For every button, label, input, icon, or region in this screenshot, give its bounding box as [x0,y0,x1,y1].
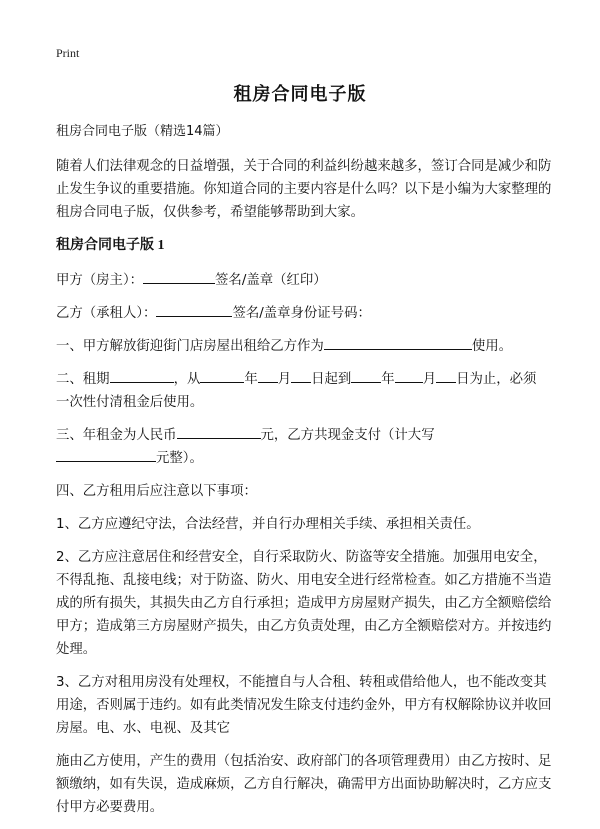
clause-1 [56,335,556,358]
start-day-blank [291,368,311,383]
party-a-blank [143,269,215,284]
party-a-sign: 签名/盖章（红印） [215,273,327,288]
party-a-line [56,269,556,292]
clause-2-to: 日起到 [311,372,352,387]
clause-3 [56,424,556,470]
document-body [56,120,556,829]
section-heading: 租房合同电子版 1 [56,238,165,253]
rent-amount-blank [177,424,261,439]
clause-2-term: 二、租期 [56,372,110,387]
notice-item-1: 1、乙方应遵纪守法，合法经营，并自行办理相关手续、承担相关责任。 [56,517,480,532]
start-month-blank [258,368,278,383]
start-year-blank [200,368,244,383]
party-b-line [56,302,556,325]
party-b-label: 乙方（承租人）： [56,306,157,321]
notice-item-3: 3、乙方对租用房没有处理权，不能擅自与人合租、转租或借给他人，也不能改变其用途，否则属于违约。如有此类情况发生除支付违约金外，甲方有权解除协议并收回房屋。电、水、电视、及其它 [56,675,552,736]
end-month-blank [395,368,423,383]
year-label: 年 [244,372,258,387]
end-day-blank [436,368,456,383]
end-year-blank [351,368,381,383]
clause-3-end: 元整）。 [156,451,203,466]
notice-item-4: 施由乙方使用，产生的费用（包括治安、政府部门的各项管理费用）由乙方按时、足额缴纳，如有失误，造成麻烦，乙方自行解决，确需甲方出面协助解决时，乙方应支付甲方必要费用。 [56,754,552,815]
party-b-sign: 签名/盖章身份证号码： [232,306,371,321]
rent-words-blank [56,447,156,462]
clause-1-text: 一、甲方解放街迎街门店房屋出租给乙方作为 [56,339,324,354]
party-b-blank [156,302,232,317]
intro-paragraph: 随着人们法律观念的日益增强，关于合同的利益纠纷越来越多，签订合同是减少和防止发生争议的重要措施。你知道合同的主要内容是什么吗？以下是小编为大家整理的租房合同电子版，仅供参考，希望能够帮助到大家。 [56,159,552,220]
month-label: 月 [422,372,437,387]
year-label: 年 [381,372,395,387]
party-a-label: 甲方（房主）： [56,273,144,288]
clause-1-blank [324,335,472,350]
month-label: 月 [277,372,292,387]
page-title: 租房合同电子版 [233,84,367,105]
term-blank [110,368,174,383]
clause-1-end: 使用。 [471,339,512,354]
clause-2 [56,368,556,414]
notice-item-2: 2、乙方应注意居住和经营安全，自行采取防火、防盗等安全措施。加强用电安全，不得乱拖、乱接电线；对于防盗、防火、用电安全进行经常检查。如乙方措施不当造成的所有损失，其损失由乙方自行承担；造成甲方房屋财产损失，由乙方全额赔偿给甲方；造成第三方房屋财产损失，由乙方负责处理，由乙方全额赔偿对方。并按违约处理。 [56,550,552,657]
clause-2-end: 日为止，必须 [456,372,537,387]
clause-3-mid: 元，乙方共现金支付（计大写 [260,428,435,443]
clause-2-line2: 一次性付清租金后使用。 [56,395,204,410]
document-subtitle: 租房合同电子版（精选14篇） [56,124,229,139]
clause-3-text: 三、年租金为人民币 [56,428,177,443]
clause-4-heading: 四、乙方租用后应注意以下事项： [56,484,257,499]
clause-2-from: ，从 [173,372,201,387]
print-link[interactable]: Print [56,46,80,60]
